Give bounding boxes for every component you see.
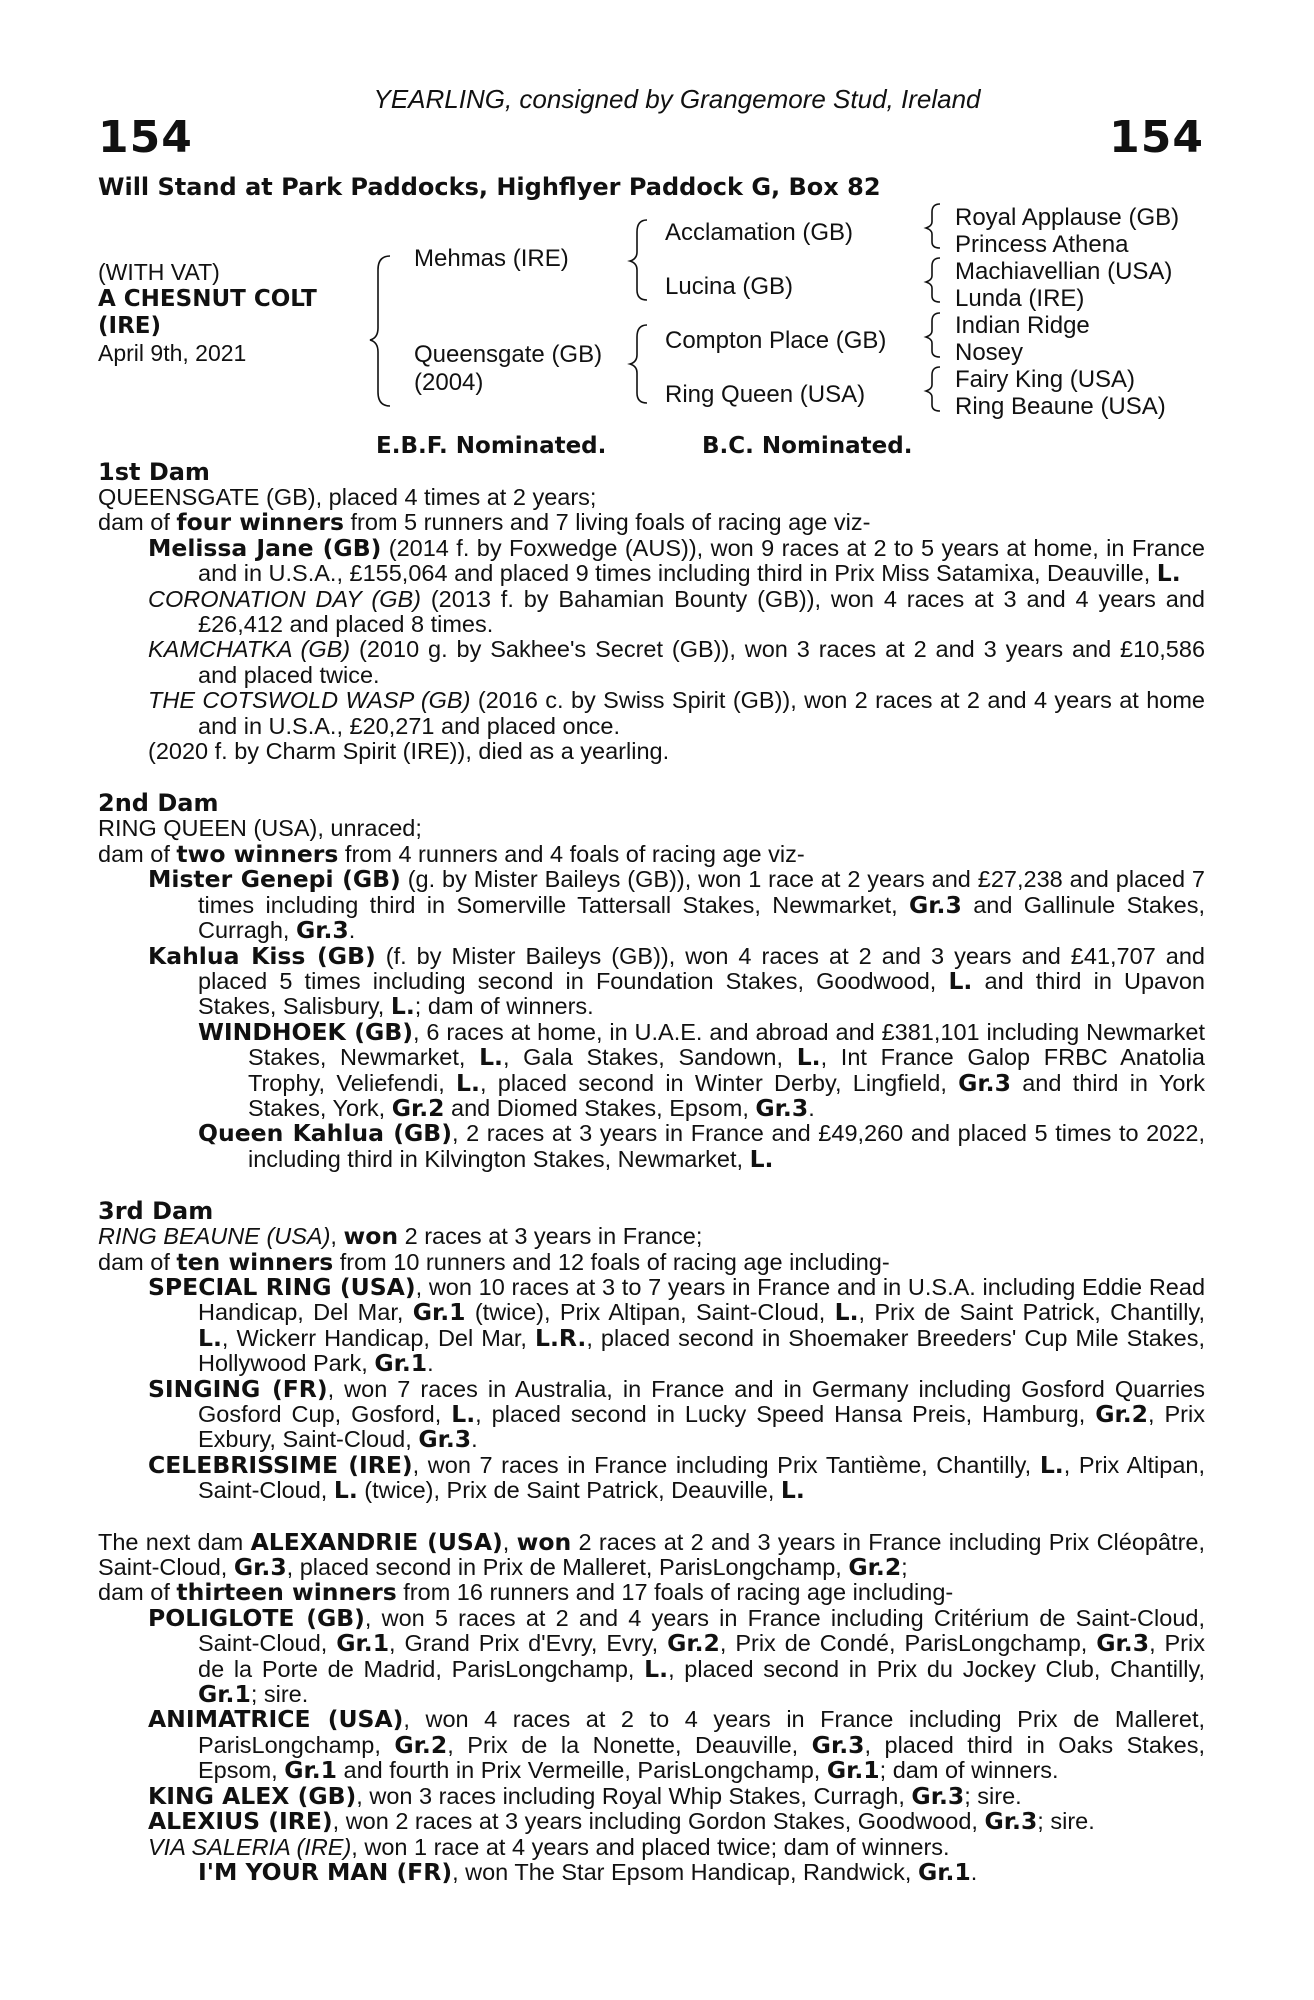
produce-entry: KING ALEX (GB), won 3 races including Royal Whip Stakes, Curragh, Gr.3; sire. — [148, 1781, 1022, 1810]
pedigree-sire-dam: Lucina (GB) — [665, 273, 794, 300]
pedigree-dam-dam: Ring Queen (USA) — [665, 381, 866, 408]
produce-entry: (2020 f. by Charm Spirit (IRE)), died as a yearling. — [148, 738, 670, 765]
section-heading-dam2: 2nd Dam — [98, 789, 219, 818]
next-dam-summary: The next dam ALEXANDRIE (USA), won 2 races at 2 and 3 years in France including Prix Cléopâtre, Saint-Cloud, Gr.3, placed second in Prix de Malleret, ParisLongchamp, Gr.2; — [98, 1527, 1205, 1582]
produce-entry: CORONATION DAY (GB) (2013 f. by Bahamian Bounty (GB)), won 4 races at 3 and 4 years and £26,412 and placed 8 times. — [148, 585, 1205, 638]
lot-number-left: 154 — [98, 112, 193, 163]
produce-entry: CELEBRISSIME (IRE), won 7 races in France including Prix Tantième, Chantilly, L., Prix Altipan, Saint-Cloud, L. (twice), Prix de Saint Patrick, Deauville, L. — [148, 1450, 1205, 1505]
ebf-nomination: E.B.F. Nominated. — [376, 433, 607, 459]
vat-note: (WITH VAT) — [98, 259, 220, 285]
produce-entry: ANIMATRICE (USA), won 4 races at 2 to 4 years in France including Prix de Malleret, ParisLongchamp, Gr.2, Prix de la Nonette, Deauville, Gr.3, placed third in Oaks Stakes, Epsom, Gr.1 and fourth in Prix Vermeille, ParisLongchamp, Gr.1; dam of winners. — [148, 1705, 1206, 1785]
produce-entry: Queen Kahlua (GB), 2 races at 3 years in France and £49,260 and placed 5 times to 2022, including third in Kilvington Stakes, Newmarket, L. — [198, 1119, 1205, 1173]
dam1-summary: QUEENSGATE (GB), placed 4 times at 2 years; — [98, 484, 597, 510]
foaling-date: April 9th, 2021 — [98, 340, 247, 366]
dam2-summary: RING QUEEN (USA), unraced; — [98, 815, 422, 842]
section-heading-dam3: 3rd Dam — [98, 1197, 214, 1226]
stand-location: Will Stand at Park Paddocks, Highflyer Paddock G, Box 82 — [98, 173, 881, 201]
produce-entry: WINDHOEK (GB), 6 races at home, in U.A.E. and abroad and £381,101 including Newmarket Stakes, Newmarket, L., Gala Stakes, Sandown, L., Int France Galop FRBC Anatolia Trophy, Veliefendi, L., placed second in Winter Derby, Lingfield, Gr.3 and third in York Stakes, York, Gr.2 and Diomed Stakes, Epsom, Gr.3. — [198, 1017, 1206, 1122]
pedigree-g7: Fairy King (USA) — [955, 366, 1136, 393]
produce-entry: POLIGLOTE (GB), won 5 races at 2 and 4 years in France including Critérium de Saint-Cloud, Saint-Cloud, Gr.1, Grand Prix d'Evry, Evry, Gr.2, Prix de Condé, ParisLongchamp, Gr.3, Prix de la Porte de Madrid, ParisLongchamp, L., placed second in Prix du Jockey Club, Chantilly, Gr.1; sire. — [148, 1603, 1205, 1709]
consignment-line: YEARLING, consigned by Grangemore Stud, Ireland — [373, 84, 981, 114]
catalogue-body — [98, 459, 1205, 1885]
pedigree-g4: Lunda (IRE) — [955, 285, 1085, 312]
next-dam-produce-line: dam of thirteen winners from 16 runners and 17 foals of racing age including- — [98, 1578, 954, 1607]
produce-entry: Mister Genepi (GB) (g. by Mister Baileys (GB)), won 1 race at 2 years and £27,238 and placed 7 times including third in Somerville Tattersall Stakes, Newmarket, Gr.3 and Gallinule Stakes, Curragh, Gr.3. — [148, 865, 1205, 945]
produce-entry: KAMCHATKA (GB) (2010 g. by Sakhee's Secret (GB)), won 3 races at 2 and 3 years and £10,586 and placed twice. — [148, 636, 1206, 688]
pedigree-g8: Ring Beaune (USA) — [955, 393, 1166, 420]
pedigree-dam-sire: Compton Place (GB) — [665, 327, 887, 354]
lot-number-right: 154 — [1109, 112, 1204, 163]
pedigree-dam: Queensgate (GB) — [414, 341, 603, 368]
dam3-summary: RING BEAUNE (USA), won 2 races at 3 years in France; — [98, 1222, 703, 1251]
pedigree-g2: Princess Athena — [955, 231, 1129, 258]
produce-entry: ALEXIUS (IRE), won 2 races at 3 years including Gordon Stakes, Goodwood, Gr.3; sire. — [148, 1807, 1095, 1836]
produce-entry: I'M YOUR MAN (FR), won The Star Epsom Handicap, Randwick, Gr.1. — [198, 1857, 978, 1886]
produce-entry: Melissa Jane (GB) (2014 f. by Foxwedge (AUS)), won 9 races at 2 to 5 years at home, in France and in U.S.A., £155,064 and placed 9 times including third in Prix Miss Satamixa, Deauville, L. — [148, 533, 1205, 588]
dam3-produce-line: dam of ten winners from 10 runners and 12 foals of racing age including- — [98, 1247, 890, 1276]
section-heading-dam1: 1st Dam — [98, 458, 210, 486]
produce-entry: SINGING (FR), won 7 races in Australia, in France and in Germany including Gosford Quarries Gosford Cup, Gosford, L., placed second in Lucky Speed Hansa Preis, Hamburg, Gr.2, Prix Exbury, Saint-Cloud, Gr.3. — [148, 1374, 1205, 1454]
horse-name-suffix: (IRE) — [98, 313, 162, 339]
pedigree-g5: Indian Ridge — [955, 312, 1090, 339]
horse-name: A CHESNUT COLT — [98, 286, 317, 312]
produce-entry: Kahlua Kiss (GB) (f. by Mister Baileys (GB)), won 4 races at 2 and 3 years and £41,707 and placed 5 times including second in Foundation Stakes, Goodwood, L. and third in Upavon Stakes, Salisbury, L.; dam of winners. — [148, 941, 1205, 1021]
produce-entry: VIA SALERIA (IRE), won 1 race at 4 years and placed twice; dam of winners. — [148, 1833, 950, 1860]
produce-entry: SPECIAL RING (USA), won 10 races at 3 to 7 years in France and in U.S.A. including Eddie Read Handicap, Del Mar, Gr.1 (twice), Prix Altipan, Saint-Cloud, L., Prix de Saint Patrick, Chantilly, L., Wickerr Handicap, Del Mar, L.R., placed second in Shoemaker Breeders' Cup Mile Stakes, Hollywood Park, Gr.1. — [148, 1272, 1206, 1378]
pedigree-g6: Nosey — [955, 339, 1024, 366]
pedigree-g3: Machiavellian (USA) — [955, 258, 1173, 285]
pedigree-sire-sire: Acclamation (GB) — [665, 219, 854, 246]
bc-nomination: B.C. Nominated. — [702, 433, 913, 459]
pedigree-sire: Mehmas (IRE) — [414, 245, 569, 272]
dam1-produce-line: dam of four winners from 5 runners and 7 living foals of racing age viz- — [98, 508, 871, 537]
pedigree-dam-year: (2004) — [414, 369, 484, 396]
produce-entry: THE COTSWOLD WASP (GB) (2016 c. by Swiss Spirit (GB)), won 2 races at 2 and 4 years at home and in U.S.A., £20,271 and placed once. — [148, 687, 1205, 739]
dam2-produce-line: dam of two winners from 4 runners and 4 foals of racing age viz- — [98, 839, 805, 868]
pedigree-g1: Royal Applause (GB) — [955, 204, 1180, 231]
